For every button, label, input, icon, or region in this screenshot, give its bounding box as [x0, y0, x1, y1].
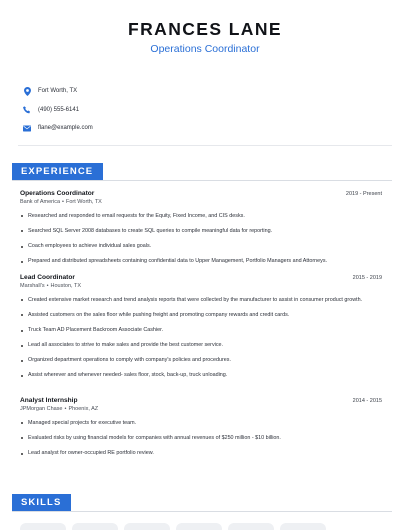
- bullet-item: Searched SQL Server 2008 databases to create SQL queries to compile meaningful data for reporting.: [20, 228, 382, 235]
- bullet-item: Evaluated risks by using financial models for companies with annual revenues of $250 million - $10 billion.: [20, 435, 382, 442]
- job-company-line: JPMorgan Chase • Phoenix, AZ: [20, 406, 99, 412]
- header-divider: [18, 145, 392, 146]
- section-rule-skills: [12, 511, 392, 512]
- bullet-item: Coach employees to achieve individual sales goals.: [20, 243, 382, 250]
- job-company: Bank of America: [20, 199, 61, 205]
- job-location: Phoenix, AZ: [68, 406, 99, 412]
- job-bullets: [20, 297, 382, 380]
- section-heading-skills: SKILLS: [12, 494, 71, 512]
- contact-block: [22, 82, 93, 138]
- bullet-item: Created extensive market research and trend analysis reports that were collected by the manufacturer to assist in consumer product growth.: [20, 297, 382, 304]
- job-company: Marshall's: [20, 283, 45, 289]
- section-rule-experience: [12, 180, 392, 181]
- job-company-line: Bank of America • Fort Worth, TX: [20, 199, 102, 205]
- job-entry: [20, 190, 382, 265]
- contact-location: [22, 82, 93, 100]
- job-company-line: Marshall's • Houston, TX: [20, 283, 82, 289]
- job-location: Fort Worth, TX: [65, 199, 102, 205]
- skill-chip: [124, 523, 170, 530]
- candidate-title: Operations Coordinator: [150, 43, 260, 55]
- job-bullets: [20, 420, 382, 457]
- location-text: Fort Worth, TX: [38, 88, 78, 94]
- job-dates: 2019 - Present: [345, 191, 382, 197]
- job-bullets: [20, 213, 382, 266]
- phone-text[interactable]: (490) 555-6141: [38, 106, 80, 113]
- candidate-name: FRANCES LANE: [128, 19, 282, 39]
- bullet-item: Truck Team AD Placement Backroom Associate Cashier.: [20, 327, 382, 334]
- job-title: Operations Coordinator: [20, 190, 95, 197]
- envelope-icon: [22, 123, 32, 133]
- job-location: Houston, TX: [50, 283, 82, 289]
- bullet-item: Lead analyst for owner-occupied RE portfolio review.: [20, 450, 382, 457]
- job-dates: 2015 - 2019: [352, 275, 382, 281]
- job-dates: 2014 - 2015: [352, 398, 382, 404]
- phone-icon: [22, 105, 32, 115]
- bullet-item: Prepared and distributed spreadsheets containing confidential data to Upper Management, Portfolio Managers and Attorneys.: [20, 258, 382, 265]
- bullet-item: Organized department operations to comply with company's policies and procedures.: [20, 357, 382, 364]
- job-title: Analyst Internship: [20, 397, 78, 404]
- skill-chip: [280, 523, 326, 530]
- bullet-item: Assist wherever and whenever needed- sales floor, stock, back-up, truck unloading.: [20, 372, 382, 379]
- contact-phone: [22, 101, 93, 119]
- contact-email: [22, 119, 93, 137]
- skills-list: [20, 523, 326, 530]
- job-entry: [20, 397, 382, 457]
- bullet-item: Researched and responded to email requests for the Equity, Fixed Income, and CIS desks.: [20, 213, 382, 220]
- skill-chip: [228, 523, 274, 530]
- bullet-item: Assisted customers on the sales floor while pushing freight and promoting company rewards and credit cards.: [20, 312, 382, 319]
- skill-chip: [20, 523, 66, 530]
- job-company: JPMorgan Chase: [20, 406, 63, 412]
- section-heading-experience: EXPERIENCE: [12, 163, 103, 181]
- job-entry: [20, 274, 382, 380]
- email-link[interactable]: flane@example.com: [38, 125, 93, 131]
- job-title: Lead Coordinator: [20, 274, 75, 281]
- resume-header: [0, 0, 410, 56]
- skill-chip: [176, 523, 222, 530]
- map-pin-icon: [22, 86, 32, 96]
- bullet-item: Lead all associates to strive to make sales and provide the best customer service.: [20, 342, 382, 349]
- skill-chip: [72, 523, 118, 530]
- bullet-item: Managed special projects for executive team.: [20, 420, 382, 427]
